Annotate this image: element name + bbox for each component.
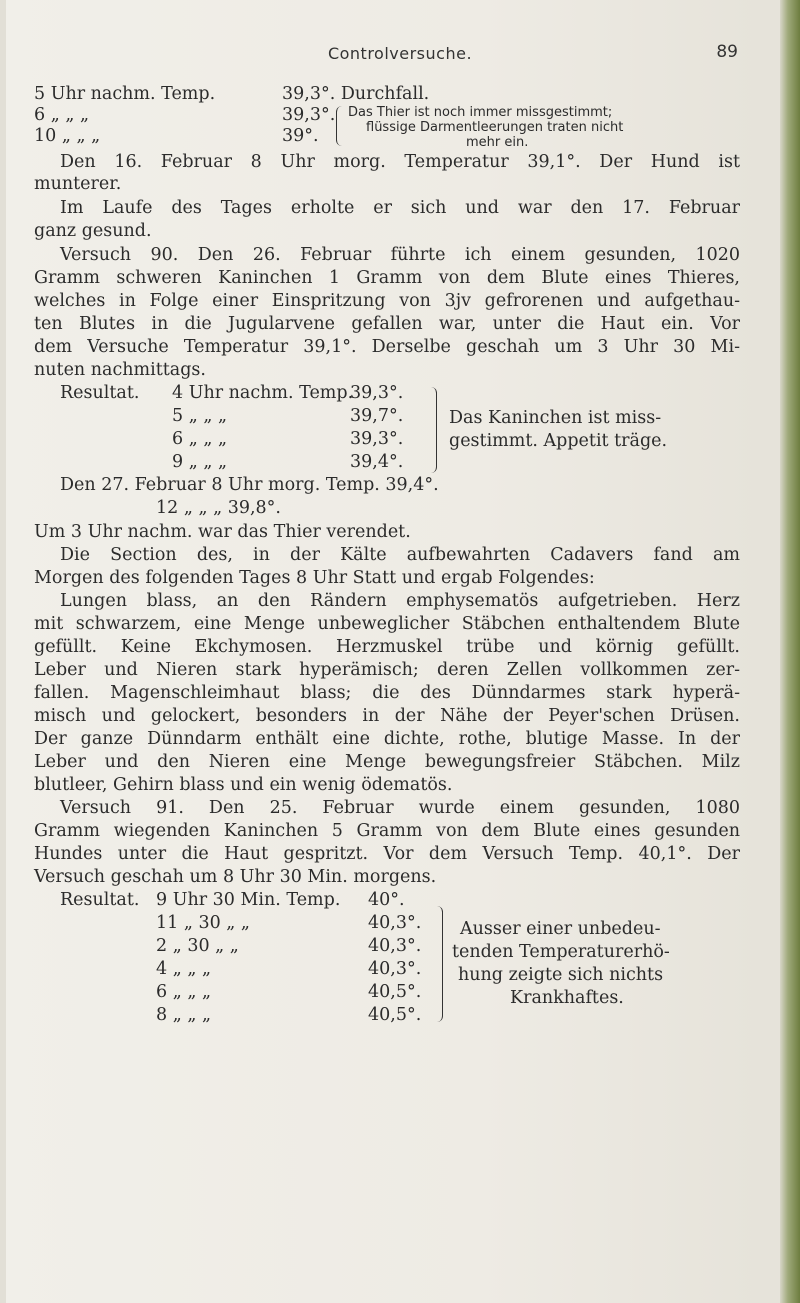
brace xyxy=(336,106,343,146)
text-line: Die Section des, in der Kälte aufbewahrten Cadavers fand am xyxy=(60,545,740,565)
note-line: Das Thier ist noch immer missgestimmt; xyxy=(348,105,613,120)
note-line: mehr ein. xyxy=(466,135,529,150)
text-line: Leber und Nieren stark hyperämisch; deren Zellen vollkommen zer- xyxy=(34,660,740,680)
row-time: 10 „ „ „ xyxy=(34,126,101,146)
text-line: Hundes unter die Haut gespritzt. Vor dem Versuch Temp. 40,1°. Der xyxy=(34,844,740,864)
row-time: 6 „ „ „ xyxy=(34,105,90,125)
page-number: 89 xyxy=(716,42,738,62)
text-line: 12 „ „ „ 39,8°. xyxy=(156,498,281,518)
row-time: 5 Uhr nachm. Temp. xyxy=(34,84,216,104)
running-title: Controlversuche. xyxy=(327,44,473,63)
text-line: gefüllt. Keine Ekchymosen. Herzmuskel trübe und körnig gefüllt. xyxy=(34,637,740,657)
text-line: Den 16. Februar 8 Uhr morg. Temperatur 39,1°. Der Hund ist xyxy=(60,152,740,172)
text-line: Versuch geschah um 8 Uhr 30 Min. morgens. xyxy=(34,867,437,887)
row-value: 40,3°. xyxy=(368,913,422,933)
brace xyxy=(436,906,443,1022)
text-line: Gramm wiegenden Kaninchen 5 Gramm von dem Blute eines gesunden xyxy=(34,821,740,841)
text-line: ten Blutes in die Jugularvene gefallen war, unter die Haut ein. Vor xyxy=(34,314,740,334)
note-line: Krankhaftes. xyxy=(510,988,624,1008)
row-value: 39,3°. Durchfall. xyxy=(282,84,430,104)
row-value: 40,3°. xyxy=(368,936,422,956)
text-line: Versuch 91. Den 25. Februar wurde einem gesunden, 1080 xyxy=(60,798,740,818)
row-time: 6 „ „ „ xyxy=(172,429,228,449)
row-value: 40,3°. xyxy=(368,959,422,979)
text-line: Um 3 Uhr nachm. war das Thier verendet. xyxy=(34,522,411,542)
text-line: Morgen des folgenden Tages 8 Uhr Statt und ergab Folgendes: xyxy=(34,568,595,588)
row-time: 11 „ 30 „ „ xyxy=(156,913,250,933)
row-value: 39°. xyxy=(282,126,319,146)
row-time: 9 Uhr 30 Min. Temp. xyxy=(156,890,341,910)
text-line: nuten nachmittags. xyxy=(34,360,206,380)
note-line: Ausser einer unbedeu- xyxy=(460,919,661,939)
row-value: 40,5°. xyxy=(368,982,422,1002)
note-line: tenden Temperaturerhö- xyxy=(452,942,670,962)
row-time: 5 „ „ „ xyxy=(172,406,228,426)
row-value: 39,3°. xyxy=(282,105,336,125)
text-line: Leber und den Nieren eine Menge bewegungsfreier Stäbchen. Milz xyxy=(34,752,740,772)
row-time: 2 „ 30 „ „ xyxy=(156,936,239,956)
row-value: 39,3°. xyxy=(350,429,404,449)
row-value: 39,3°. xyxy=(350,383,404,403)
text-line: Im Laufe des Tages erholte er sich und war den 17. Februar xyxy=(60,198,740,218)
row-value: 39,7°. xyxy=(350,406,404,426)
row-time: 8 „ „ „ xyxy=(156,1005,212,1025)
text-line: dem Versuche Temperatur 39,1°. Derselbe geschah um 3 Uhr 30 Mi- xyxy=(34,337,740,357)
text-line: welches in Folge einer Einspritzung von 3jv gefrorenen und aufgethau- xyxy=(34,291,740,311)
row-value: 40,5°. xyxy=(368,1005,422,1025)
note-line: hung zeigte sich nichts xyxy=(458,965,664,985)
row-time: 4 Uhr nachm. Temp. xyxy=(172,383,354,403)
text-line: Versuch 90. Den 26. Februar führte ich einem gesunden, 1020 xyxy=(60,245,740,265)
text-line: ganz gesund. xyxy=(34,221,152,241)
page-right-edge xyxy=(780,0,800,1303)
result-label: Resultat. xyxy=(60,890,140,910)
note-line: Das Kaninchen ist miss- xyxy=(449,408,662,428)
text-line: Der ganze Dünndarm enthält eine dichte, rothe, blutige Masse. In der xyxy=(34,729,740,749)
row-value: 40°. xyxy=(368,890,405,910)
text-line: munterer. xyxy=(34,174,122,194)
text-line: misch und gelockert, besonders in der Nähe der Peyer'schen Drüsen. xyxy=(34,706,740,726)
page-left-edge xyxy=(0,0,6,1303)
text-line: Gramm schweren Kaninchen 1 Gramm von dem Blute eines Thieres, xyxy=(34,268,740,288)
text-line: mit schwarzem, eine Menge unbeweglicher Stäbchen enthaltendem Blute xyxy=(34,614,740,634)
text-line: fallen. Magenschleimhaut blass; die des Dünndarmes stark hyperä- xyxy=(34,683,740,703)
row-time: 6 „ „ „ xyxy=(156,982,212,1002)
note-line: flüssige Darmentleerungen traten nicht xyxy=(366,120,624,135)
row-value: 39,4°. xyxy=(350,452,404,472)
text-line: blutleer, Gehirn blass und ein wenig ödematös. xyxy=(34,775,453,795)
row-time: 9 „ „ „ xyxy=(172,452,228,472)
text-line: Lungen blass, an den Rändern emphysematös aufgetrieben. Herz xyxy=(60,591,740,611)
text-line: Den 27. Februar 8 Uhr morg. Temp. 39,4°. xyxy=(60,475,439,495)
brace xyxy=(430,387,437,473)
row-time: 4 „ „ „ xyxy=(156,959,212,979)
result-label: Resultat. xyxy=(60,383,140,403)
note-line: gestimmt. Appetit träge. xyxy=(449,431,668,451)
